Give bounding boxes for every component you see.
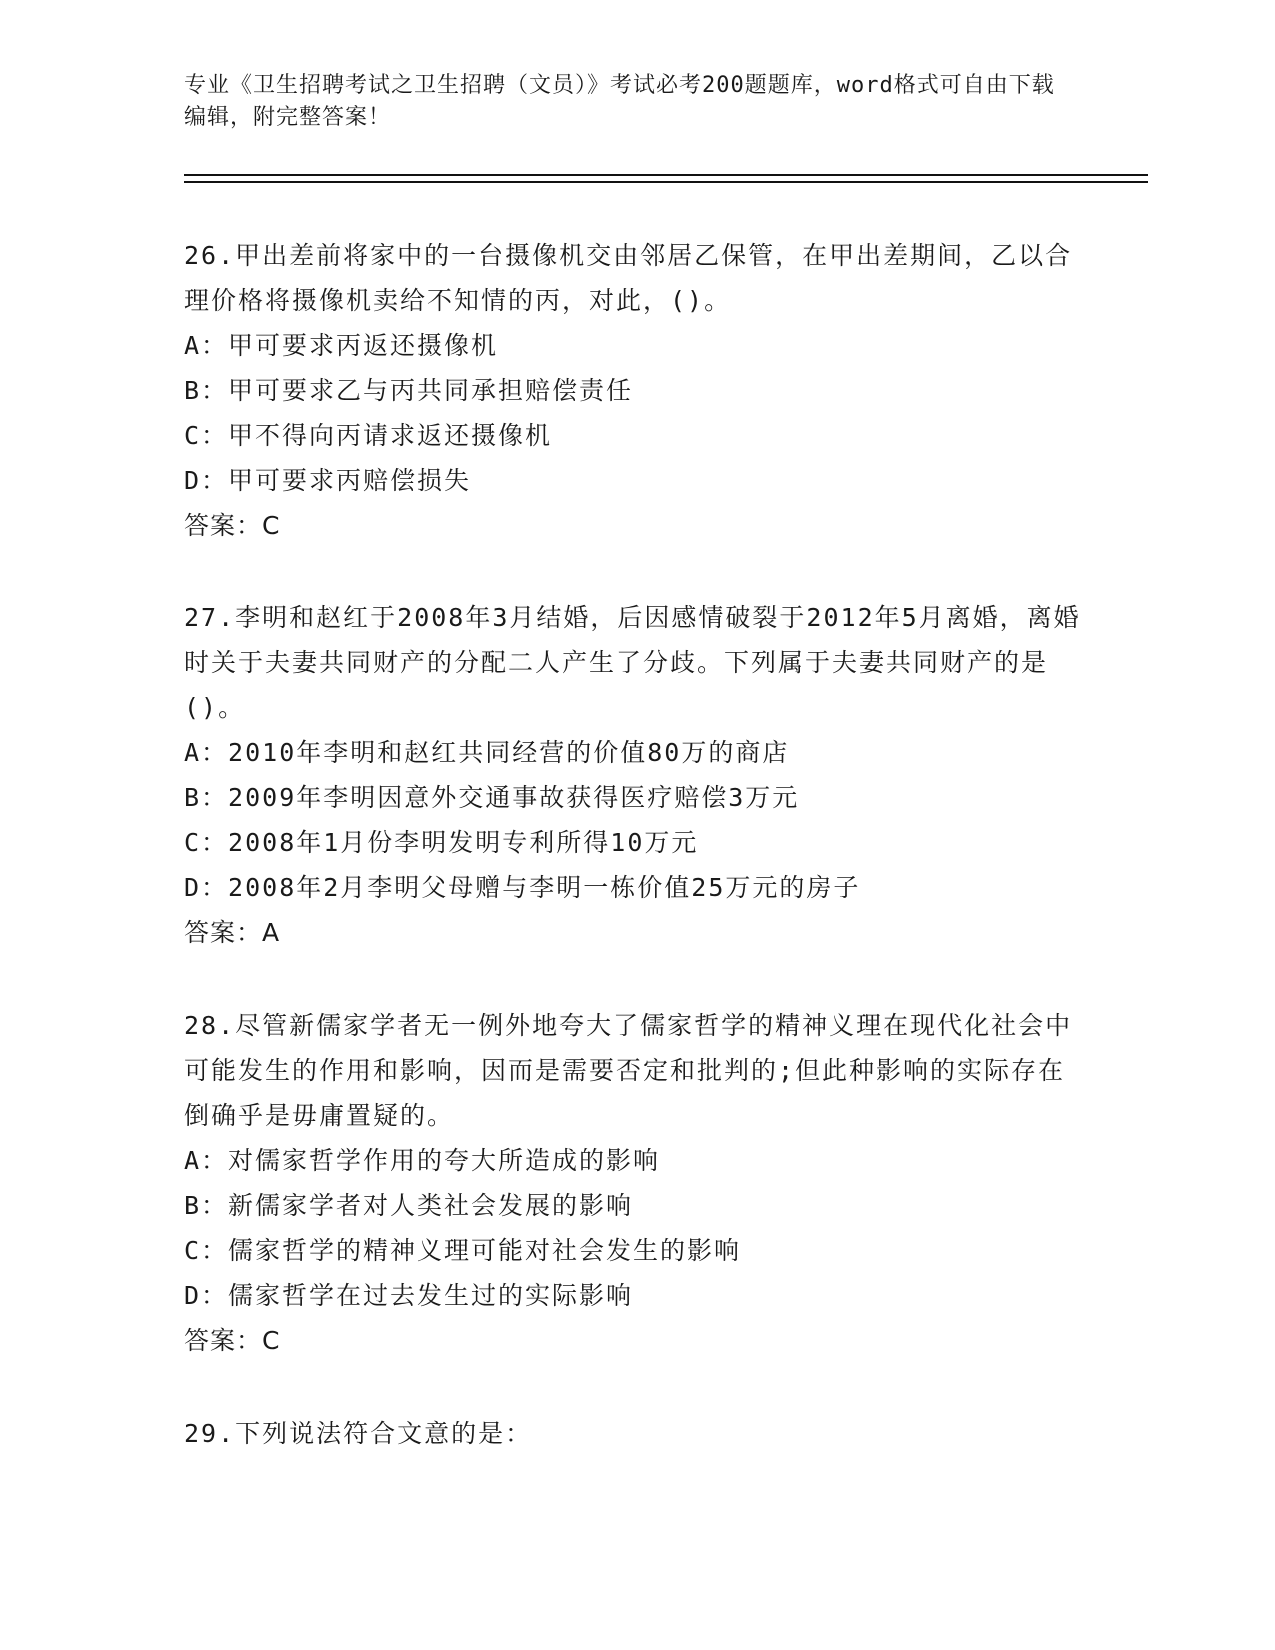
option-b: B：甲可要求乙与丙共同承担赔偿责任 bbox=[184, 376, 634, 405]
question-stem: 27.李明和赵红于2008年3月结婚，后因感情破裂于2012年5月离婚，离婚时关于夫妻共同财产的分配二人产生了分歧。下列属于夫妻共同财产的是()。 bbox=[184, 603, 1081, 722]
option-a: A：对儒家哲学作用的夸大所造成的影响 bbox=[184, 1146, 661, 1175]
question-27 bbox=[184, 595, 1084, 956]
header-divider-top bbox=[184, 174, 1148, 176]
question-stem: 26.甲出差前将家中的一台摄像机交由邻居乙保管，在甲出差期间，乙以合理价格将摄像机卖给不知情的丙，对此，()。 bbox=[184, 241, 1073, 315]
answer-line: 答案：C bbox=[184, 1326, 281, 1355]
option-d: D：2008年2月李明父母赠与李明一栋价值25万元的房子 bbox=[184, 873, 861, 902]
question-stem: 29.下列说法符合文意的是： bbox=[184, 1419, 533, 1448]
option-d: D：儒家哲学在过去发生过的实际影响 bbox=[184, 1281, 634, 1310]
option-list bbox=[184, 323, 1084, 503]
question-stem: 28.尽管新儒家学者无一例外地夸大了儒家哲学的精神义理在现代化社会中可能发生的作用和影响，因而是需要否定和批判的;但此种影响的实际存在倒确乎是毋庸置疑的。 bbox=[184, 1011, 1073, 1130]
option-c: C：2008年1月份李明发明专利所得10万元 bbox=[184, 828, 699, 857]
option-b: B：新儒家学者对人类社会发展的影响 bbox=[184, 1191, 634, 1220]
option-b: B：2009年李明因意外交通事故获得医疗赔偿3万元 bbox=[184, 783, 800, 812]
answer-line: 答案：A bbox=[184, 918, 281, 947]
option-c: C：甲不得向丙请求返还摄像机 bbox=[184, 421, 553, 450]
header-divider-bottom bbox=[184, 181, 1148, 183]
question-28 bbox=[184, 1003, 1084, 1364]
answer-line: 答案：C bbox=[184, 511, 281, 540]
question-29 bbox=[184, 1411, 1084, 1456]
option-d: D：甲可要求丙赔偿损失 bbox=[184, 466, 472, 495]
question-26 bbox=[184, 233, 1084, 549]
option-list bbox=[184, 730, 1084, 910]
option-a: A：甲可要求丙返还摄像机 bbox=[184, 331, 499, 360]
option-c: C：儒家哲学的精神义理可能对社会发生的影响 bbox=[184, 1236, 742, 1265]
option-a: A：2010年李明和赵红共同经营的价值80万的商店 bbox=[184, 738, 790, 767]
option-list bbox=[184, 1138, 1084, 1318]
document-header: 专业《卫生招聘考试之卫生招聘（文员）》考试必考200题题库，word格式可自由下载编辑，附完整答案！ bbox=[184, 73, 1055, 130]
